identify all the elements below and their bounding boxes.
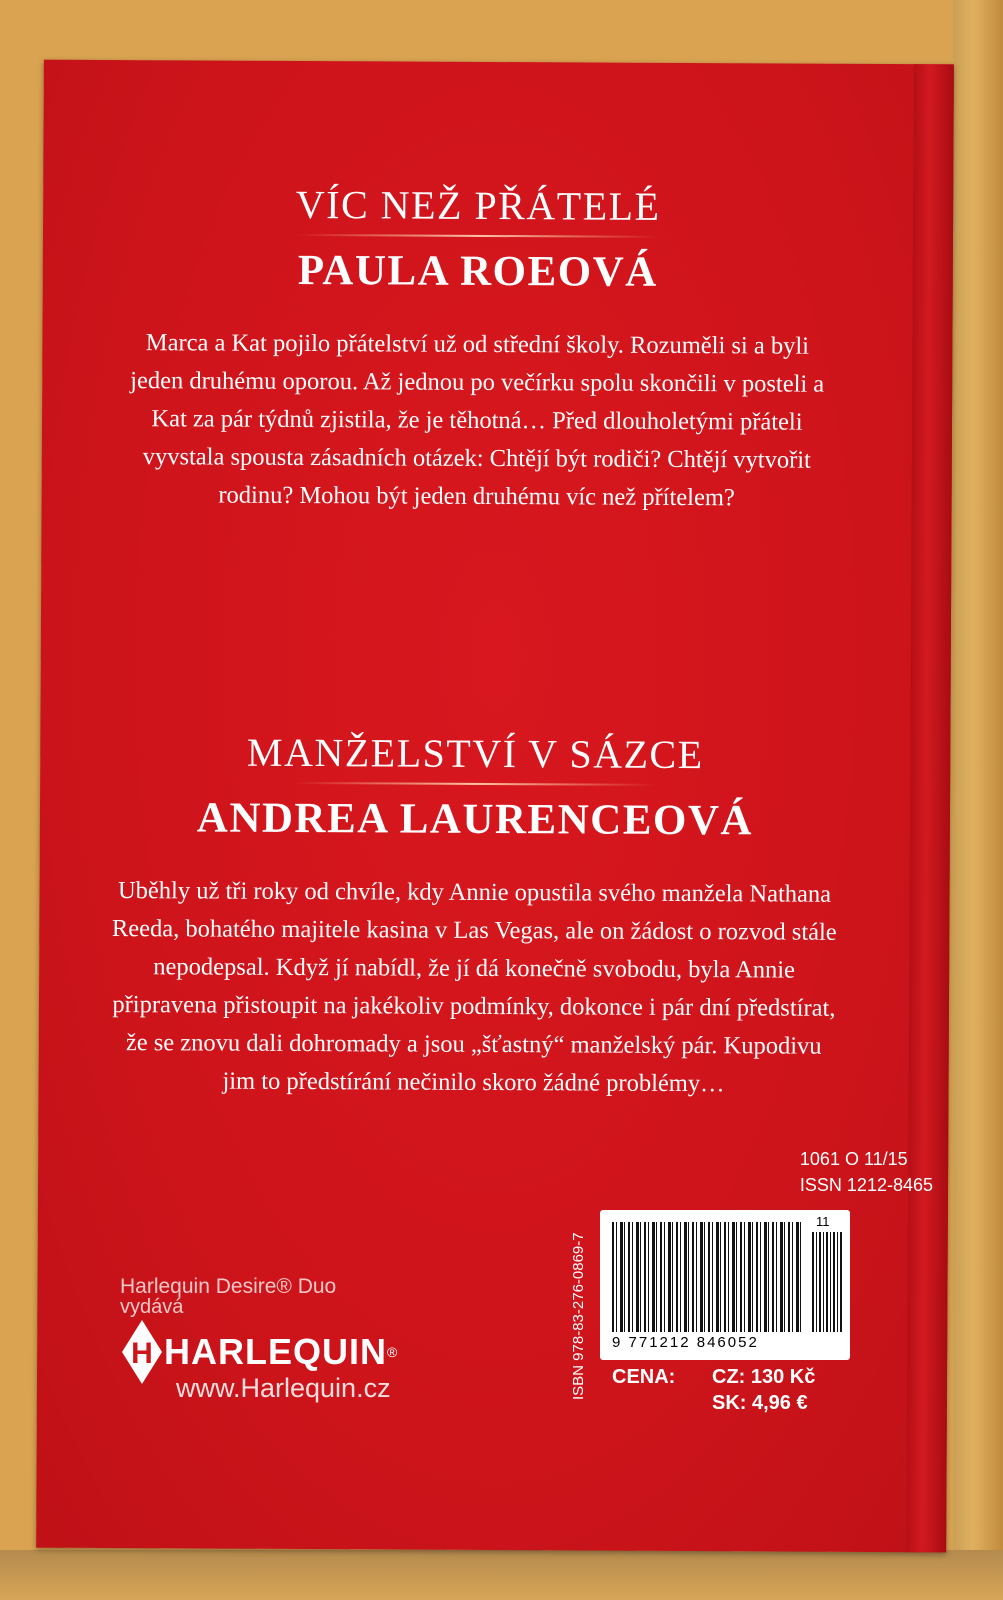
logo-registered-mark: ® bbox=[387, 1344, 398, 1360]
book2-blurb: Uběhly už tři roky od chvíle, kdy Annie opustila svého manžela Nathana Reeda, bohatého majitele kasina v Las Vegas, ale on žádost o rozvod stále nepodepsal. Když jí nabídl, že jí dá konečně svobodu, byla Annie připravena přistoupit na jakékoliv podmínky, dokonce i pár dní předstírat, že se znovu dali dohromady a jsou „šťastný“ manželský pár. Kupodivu jim to předstírání nečinilo skoro žádné problémy… bbox=[111, 877, 837, 1098]
harlequin-diamond-icon bbox=[120, 1317, 164, 1387]
barcode bbox=[600, 1210, 850, 1360]
series-name: Harlequin Desire® Duo bbox=[120, 1275, 337, 1298]
wooden-floor-edge bbox=[953, 0, 1003, 1600]
book1-blurb: Marca a Kat pojilo přátelství už od střední školy. Rozuměli si a byli jeden druhému oporou. Až jednou po večírku spolu skončili v posteli a Kat za pár týdnů zjistila, že je těhotná… Před dlouholetými přáteli vyvstala spousta zásadních otázek: Chtějí být rodiči? Chtějí vytvořit rodinu? Mohou být jeden druhému víc než přítelem? bbox=[130, 329, 825, 512]
isbn-vertical: ISBN 978-83-276-0869-7 bbox=[570, 1232, 587, 1400]
publisher-block bbox=[120, 1275, 397, 1404]
price-sk: SK: 4,96 € bbox=[712, 1392, 808, 1414]
price-block bbox=[600, 1364, 850, 1416]
publisher-vydava: vydává bbox=[120, 1296, 184, 1318]
book1-title-rule bbox=[298, 234, 658, 238]
issn: ISSN 1212-8465 bbox=[799, 1175, 933, 1195]
price-label: CENA: bbox=[612, 1366, 676, 1388]
price-cz: CZ: 130 Kč bbox=[712, 1366, 816, 1388]
publisher-url: www.Harlequin.cz bbox=[176, 1373, 391, 1403]
book1-title: VÍC NEŽ PŘÁTELÉ bbox=[295, 181, 661, 229]
book2-section bbox=[38, 728, 910, 1105]
svg-text:H: H bbox=[131, 1337, 153, 1370]
book2-title-rule bbox=[295, 782, 655, 786]
book1-author: PAULA ROEOVÁ bbox=[297, 246, 658, 296]
harlequin-logo: HARLEQUIN bbox=[164, 1331, 387, 1372]
barcode-bars bbox=[612, 1222, 802, 1332]
book1-section bbox=[42, 180, 914, 519]
wooden-floor-bottom bbox=[0, 1550, 1003, 1600]
barcode-addon-bars bbox=[812, 1232, 842, 1332]
barcode-addon-number: 11 bbox=[816, 1214, 830, 1229]
book2-title: MANŽELSTVÍ V SÁZCE bbox=[246, 729, 704, 778]
barcode-number: 9 771212 846052 bbox=[612, 1334, 759, 1351]
book2-author: ANDREA LAURENCEOVÁ bbox=[196, 794, 754, 845]
issue-codes bbox=[800, 1146, 933, 1198]
book-spine bbox=[906, 64, 954, 1552]
issue-number: 1061 O 11/15 bbox=[799, 1149, 908, 1169]
